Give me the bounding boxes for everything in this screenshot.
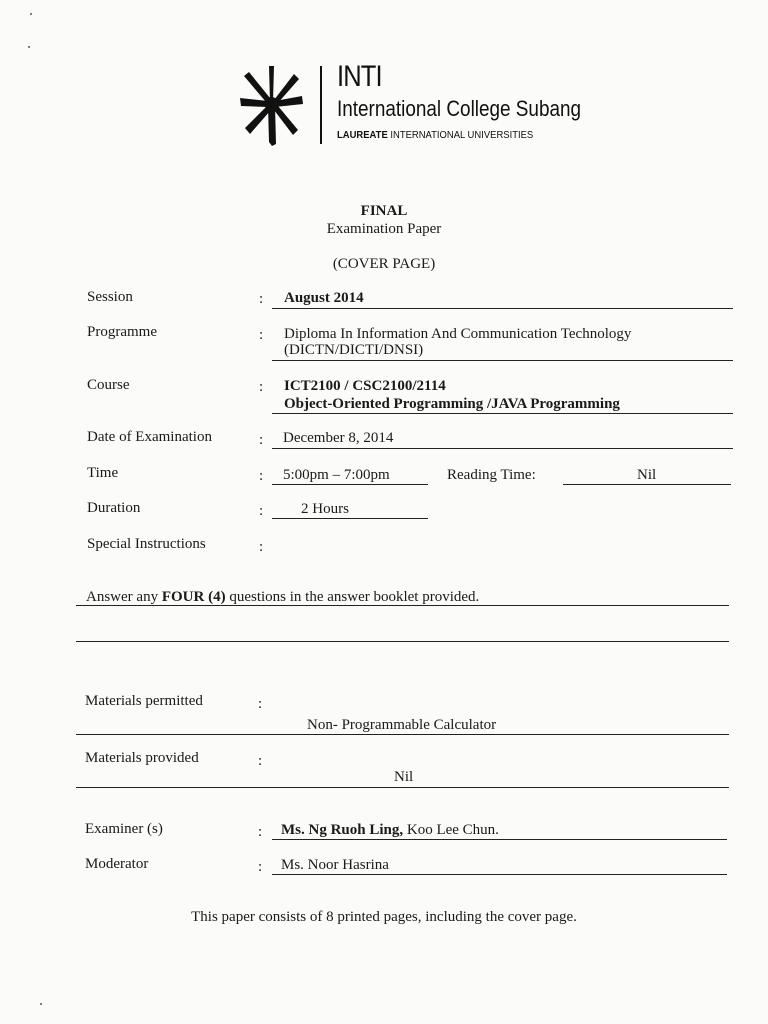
moderator-value: Ms. Noor Hasrina — [281, 857, 389, 873]
course-title: Object-Oriented Programming /JAVA Programming — [284, 396, 620, 412]
underline — [76, 641, 729, 642]
special-instructions-label: Special Instructions — [87, 536, 206, 552]
underline — [272, 413, 733, 414]
logo-tag-bold: LAUREATE — [337, 129, 388, 141]
inti-star-logo-icon — [238, 62, 304, 146]
instructions-suffix: questions in the answer booklet provided. — [225, 589, 480, 605]
session-value: August 2014 — [284, 290, 364, 306]
colon: : — [259, 432, 264, 448]
underline — [76, 605, 729, 606]
colon: : — [259, 379, 264, 395]
examiner-secondary: Koo Lee Chun. — [403, 822, 499, 838]
scan-speck — [30, 13, 32, 15]
page-count-note: This paper consists of 8 printed pages, including the cover page. — [191, 909, 577, 925]
colon: : — [259, 468, 264, 484]
course-code: ICT2100 / CSC2100/2114 — [284, 378, 446, 394]
underline — [76, 787, 729, 788]
reading-time-value: Nil — [637, 467, 657, 483]
programme-line-2: (DICTN/DICTI/DNSI) — [284, 342, 424, 358]
colon: : — [258, 696, 263, 712]
instructions-prefix: Answer any — [86, 589, 162, 605]
underline — [272, 360, 733, 361]
colon: : — [259, 291, 264, 307]
colon: : — [259, 539, 264, 555]
time-label: Time — [87, 465, 119, 481]
underline — [272, 448, 733, 449]
course-label: Course — [87, 377, 130, 393]
exam-paper-heading: Examination Paper — [326, 221, 442, 237]
duration-label: Duration — [87, 500, 141, 516]
materials-provided-value: Nil — [394, 769, 414, 785]
scan-speck — [40, 1003, 42, 1005]
colon: : — [259, 327, 264, 343]
time-value: 5:00pm – 7:00pm — [283, 467, 390, 483]
materials-permitted-label: Materials permitted — [85, 693, 203, 709]
date-value: December 8, 2014 — [283, 430, 394, 446]
underline — [272, 484, 428, 485]
scan-speck — [28, 46, 30, 48]
programme-label: Programme — [87, 324, 157, 340]
moderator-label: Moderator — [85, 856, 149, 872]
colon: : — [258, 824, 263, 840]
materials-provided-label: Materials provided — [85, 750, 199, 766]
examiner-primary: Ms. Ng Ruoh Ling, — [281, 822, 404, 838]
colon: : — [258, 859, 263, 875]
cover-page-heading: (COVER PAGE) — [332, 256, 436, 272]
duration-value: 2 Hours — [301, 501, 349, 517]
logo-tagline — [337, 129, 533, 141]
colon: : — [258, 753, 263, 769]
final-heading: FINAL — [360, 203, 408, 219]
underline — [272, 518, 428, 519]
programme-line-1: Diploma In Information And Communication Technology — [284, 326, 632, 342]
instructions-text — [86, 589, 479, 606]
session-label: Session — [87, 289, 133, 305]
colon: : — [259, 503, 264, 519]
underline — [76, 734, 729, 735]
examiner-label: Examiner (s) — [85, 821, 163, 837]
underline — [563, 484, 731, 485]
underline — [272, 308, 733, 309]
materials-permitted-value: Non- Programmable Calculator — [307, 717, 497, 733]
logo-tag-rest: INTERNATIONAL UNIVERSITIES — [387, 129, 534, 141]
logo-college-name: International College Subang — [337, 96, 582, 121]
date-label: Date of Examination — [87, 429, 212, 445]
reading-time-label: Reading Time: — [447, 467, 536, 483]
examiner-value — [281, 822, 499, 839]
logo-brand: INTI — [337, 60, 382, 93]
underline — [272, 874, 727, 875]
instructions-bold: FOUR (4) — [161, 589, 226, 605]
underline — [272, 839, 727, 840]
logo-divider — [320, 66, 322, 144]
